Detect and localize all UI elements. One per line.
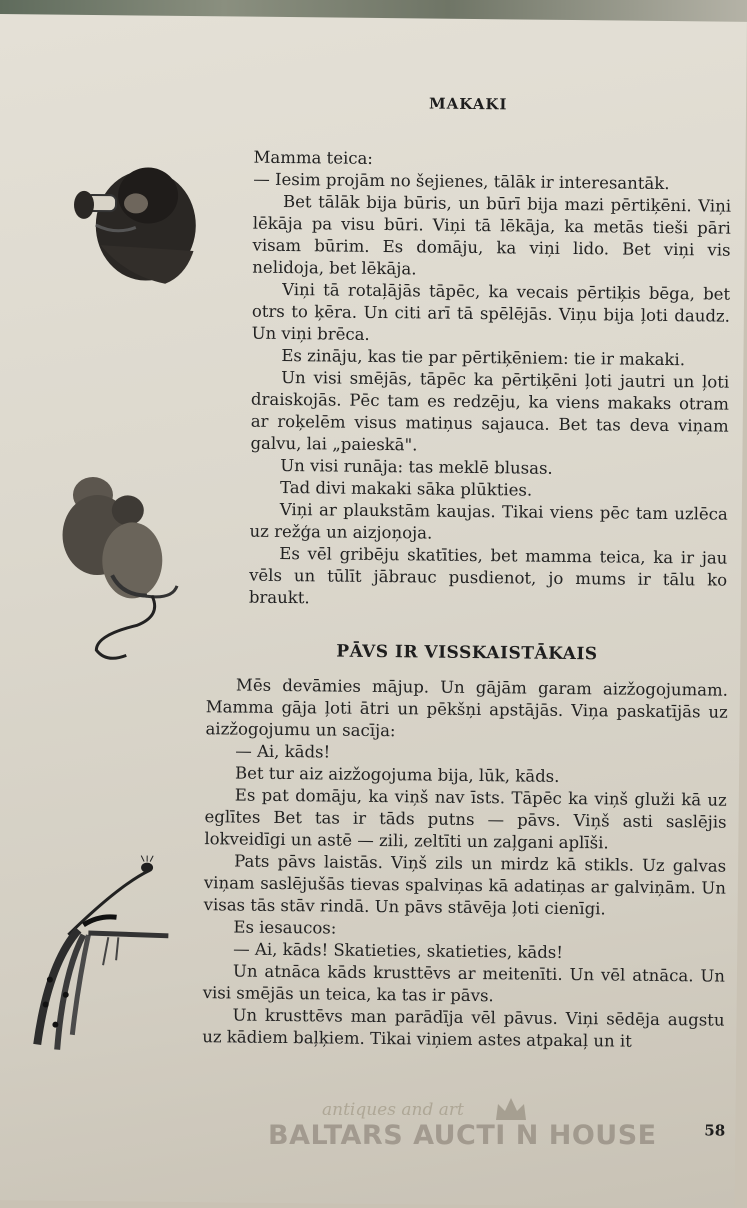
paragraph: Es zināju, kas tie par pērtiķēniem: tie ir makaki. [281,345,686,370]
two-macaques-illustration [51,465,188,666]
peacock-illustration [27,854,179,1056]
paragraph: Un visi smējās, tāpēc ka pērtiķēni ļoti jautri un ļoti draiskojās. Pēc tam es redzēju, ka viens makaks otram ar roķelēm visus matiņus sajauca. Bet tas deva viņam galvu, lai „paieskā". [250,367,730,455]
paragraph: Bet tur aiz aizžogojuma bija, lūk, kāds. [234,763,560,786]
paragraph: Un krusttēvs man parādīja vēl pāvus. Viņi sēdēja augstu uz kādiem baļķiem. Tikai viņiem astes atpakaļ un it [202,1005,725,1051]
chapter-title: MAKAKI [428,94,508,114]
watermark-title: BALTARS AUCTI N HOUSE [268,1120,657,1151]
paragraph: Un atnāca kāds krusttēvs ar meitenīti. Un vēl atnāca. Un visi smējās un teica, ka tas ir pāvs. [202,961,726,1006]
paragraph: Es pat domāju, ka viņš nav īsts. Tāpēc ka viņš gluži kā uz eglītes Bet tas ir tāds putns — pāvs. Viņš asti saslējis lokveidīgi un astē — zili, zeltīti un zaļgani aplīši. [204,785,727,853]
auction-watermark [268,1100,668,1151]
page-number: 58 [704,1121,726,1140]
paragraph: Mamma teica: [253,147,374,168]
makaki-text-block [249,147,732,614]
paragraph: Viņi ar plaukstām kaujas. Tikai viens pēc tam uzlēca uz režģa un aizjoņoja. [249,499,728,543]
book-page [0,14,747,1208]
paragraph: Es vēl gribēju skatīties, bet mamma teica, ka ir jau vēls un tūlīt jābrauc pusdienot, jo mums ir tālu ko braukt. [248,543,728,608]
monkey-drinking-illustration [55,155,206,297]
watermark-subtitle: antiques and art [322,1100,464,1120]
paragraph: Tad divi makaki sāka plūkties. [279,477,533,500]
paragraph: Es iesaucos: [233,917,337,938]
pavs-text-block [202,674,728,1053]
crown-icon [494,1096,528,1122]
paragraph: Viņi tā rotaļājās tāpēc, ka vecais pērtiķis bēga, bet otrs to ķēra. Un citi arī tā spēlējās. Viņu bija ļoti daudz. Un viņi brēca. [251,279,731,344]
section-title: PĀVS IR VISSKAISTĀKAIS [336,641,598,665]
paragraph: Mēs devāmies mājup. Un gājām garam aizžogojumam. Mamma gāja ļoti ātri un pēkšņi apstājās. Viņa paskatījās uz aizžogojumu un sacīja: [205,675,729,741]
paragraph: — Iesim projām no šejienes, tālāk ir interesantāk. [253,169,670,194]
paragraph: Pats pāvs laistās. Viņš zils un mirdz kā stikls. Uz galvas viņam saslējušās tievas spalviņas kā adatiņas ar galviņām. Un visas tās stāv rindā. Un pāvs stāvēja ļoti cienīgi. [203,851,727,919]
paragraph: Un visi runāja: tas meklē blusas. [280,455,553,478]
paragraph: — Ai, kāds! Skatieties, skatieties, kāds! [233,939,564,962]
paragraph: Bet tālāk bija būris, un būrī bija mazi pērtiķēni. Viņi lēkāja pa visu būri. Viņi tā lēkāja, ka metās tieši pāri visam būrim. Es domāju, ka viņi lido. Bet viņi vis nelidoja, bet lēkāja. [252,191,732,279]
paragraph: — Ai, kāds! [235,741,331,762]
